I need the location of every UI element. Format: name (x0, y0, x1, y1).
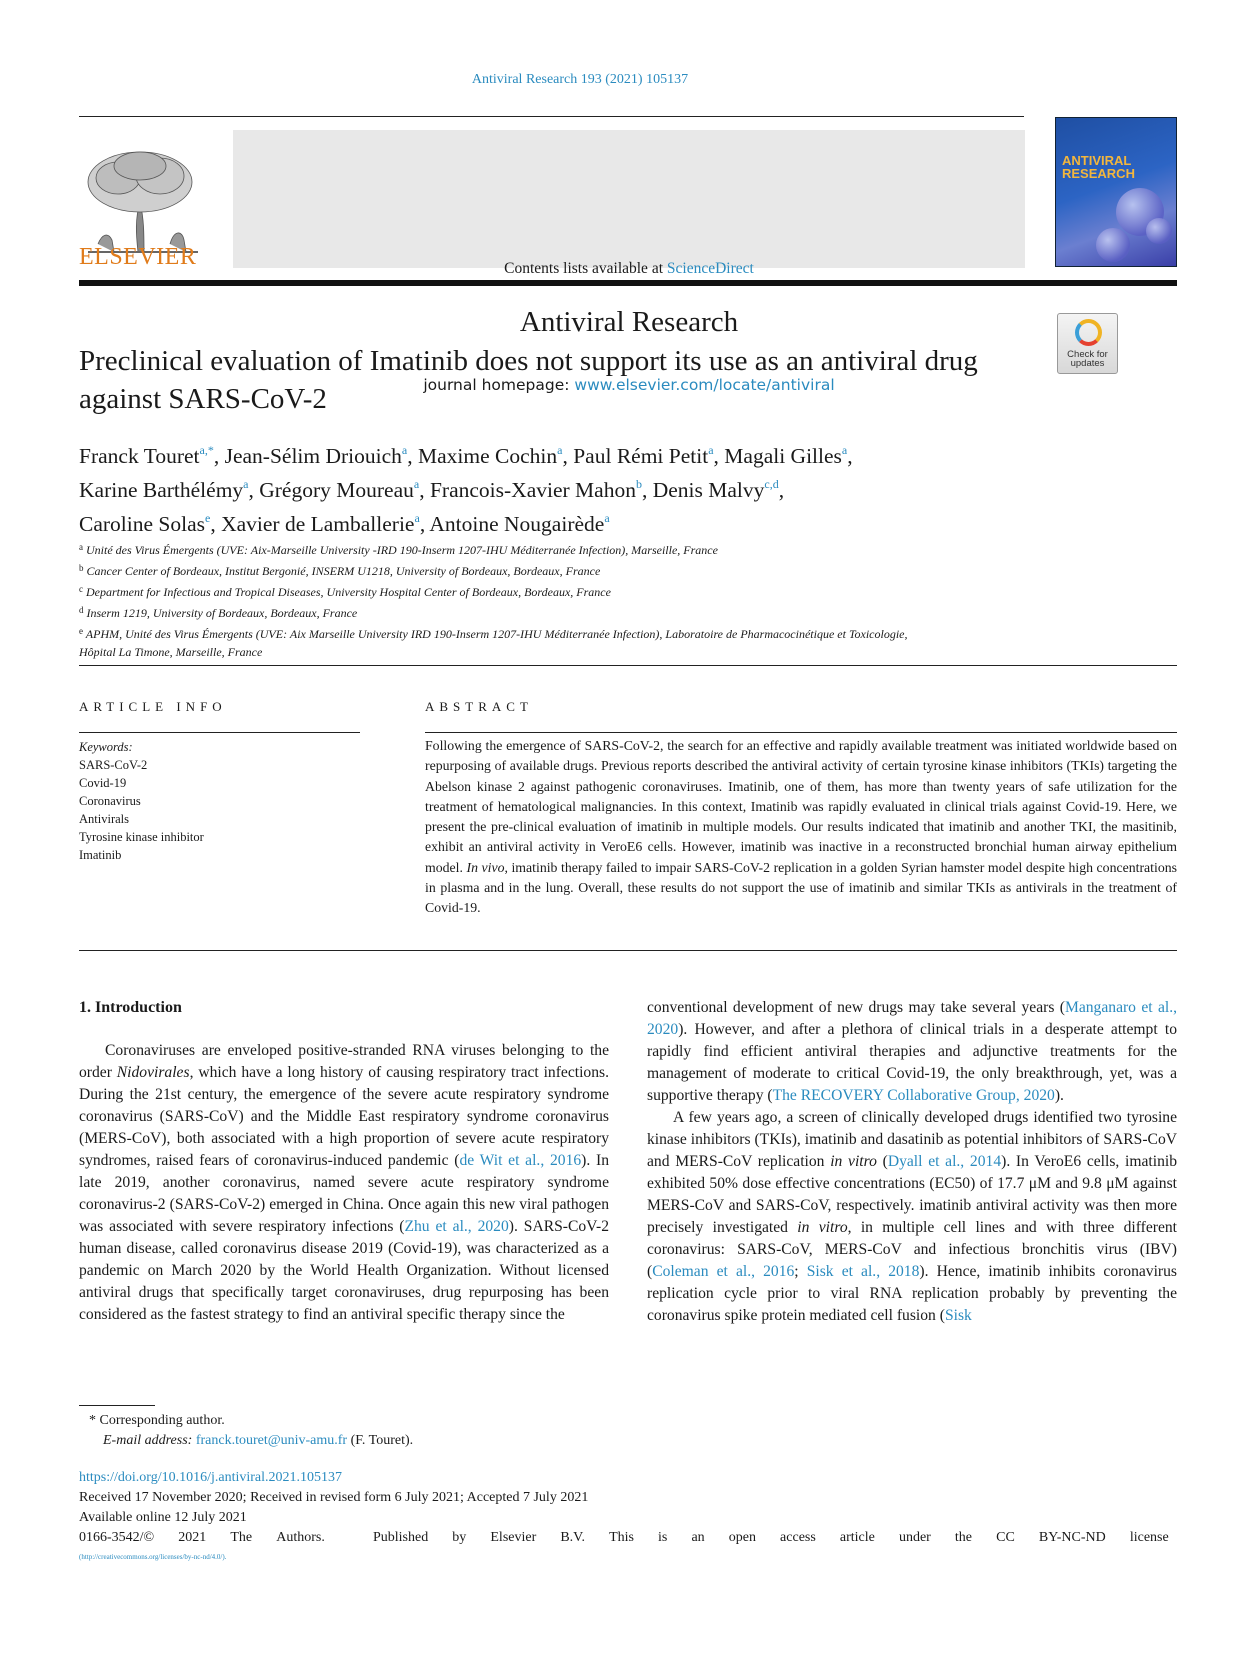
affiliation: $^e$ APHM, Unité des Virus Émergents (UVE: Aix Marseille University IRD 190-Inserm 1207-IHU Méditerranée Infection), Laboratoire de Pharmacocinétique et Toxicologie, (79, 626, 908, 641)
header-rule (79, 116, 1024, 117)
author-name[interactable]: Antoine Nougairède (429, 512, 605, 536)
email-link[interactable]: franck.touret@univ-amu.fr (195, 1433, 348, 1448)
received-dates: Received 17 November 2020; Received in revised form 6 July 2021; Accepted 7 July 2021 (79, 1490, 589, 1505)
available-online: Available online 12 July 2021 (79, 1510, 247, 1525)
author-name[interactable]: Jean-Sélim Driouich (224, 444, 402, 468)
body-paragraph: A few years ago, a screen of clinically developed drugs identified two tyrosine kinase inhibitors (TKIs), imatinib and dasatinib as potential inhibitors of SARS-CoV and MERS-CoV replication in vitro (Dyall et al., 2014). In VeroE6 cells, imatinib exhibited 50% dose effective concentrations (EC50) of 17.7 μM and 9.8 μM against MERS-CoV and SARS-CoV, respectively. imatinib antiviral activity was then more precisely investigated in vitro, in multiple cell lines and with three different coronavirus: SARS-CoV, MERS-CoV and infectious bronchitis virus (IBV) (Coleman et al., 2016; Sisk et al., 2018). Hence, imatinib inhibits coronavirus replication cycle prior to viral RNA replication probably by preventing the coronavirus spike protein mediated cell fusion (Sisk (647, 1109, 1178, 1324)
affiliation-continued: Hôpital La Timone, Marseille, France (79, 645, 263, 659)
author-name[interactable]: Maxime Cochin (418, 444, 558, 468)
section-title: 1. Introduction (79, 999, 182, 1016)
author-name[interactable]: Grégory Moureau (259, 478, 414, 502)
keyword: Antivirals (79, 812, 129, 826)
body-column-left (79, 997, 609, 1326)
contents-prefix: Contents lists available at (504, 260, 667, 277)
crossmark-icon (1075, 319, 1102, 346)
abstract-heading: ABSTRACT (425, 699, 533, 714)
keyword: Tyrosine kinase inhibitor (79, 830, 204, 844)
citation-link[interactable]: Zhu et al., 2020 (404, 1218, 509, 1235)
author-name[interactable]: Francois-Xavier Mahon (429, 478, 636, 502)
keywords-list (79, 738, 204, 864)
keyword: Coronavirus (79, 794, 141, 808)
citation-link[interactable]: Sisk (944, 1307, 972, 1324)
check-updates-label: Check for updates (1067, 349, 1108, 369)
affiliation: $^c$ Department for Infectious and Tropical Diseases, University Hospital Center of Bordeaux, Bordeaux, France (79, 584, 611, 599)
citation-link[interactable]: The RECOVERY Collaborative Group, 2020 (772, 1087, 1055, 1104)
citation-link[interactable]: Coleman et al., 2016 (652, 1263, 795, 1280)
abstract-text: Following the emergence of SARS-CoV-2, the search for an effective and rapidly available treatment was initiated worldwide based on repurposing of available drugs. Previous reports described the antiviral activity of certain tyrosine kinase inhibitors (TKIs) targeting the Abelson kinase 2 against pathogenic coronaviruses. Imatinib, one of them, has more than twenty years of safe utilization for the treatment of hematological malignancies. In this context, Imatinib was rapidly evaluated in clinical trials against Covid-19. Here, we present the pre-clinical evaluation of imatinib in multiple models. Our results indicated that imatinib and another TKI, the masitinib, exhibit an antiviral activity in VeroE6 cells. However, imatinib was inactive in a reconstructed bronchial human airway epithelium model. In vivo, imatinib therapy failed to impair SARS-CoV-2 replication in a golden Syrian hamster model despite high concentrations in plasma and in the lung. Overall, these results do not support the use of imatinib and similar TKIs as antivirals in the treatment of Covid-19. (425, 738, 1178, 916)
keyword: Covid-19 (79, 776, 127, 790)
citation-link[interactable]: Sisk et al., 2018 (806, 1263, 920, 1280)
keyword: Imatinib (79, 848, 122, 862)
article-info-rule (79, 732, 360, 733)
affiliation: $^b$ Cancer Center of Bordeaux, Institut Bergonié, INSERM U1218, University of Bordeaux, Bordeaux, France (79, 563, 601, 578)
footnote-rule (79, 1405, 155, 1406)
citation-link[interactable]: de Wit et al., 2016 (459, 1152, 582, 1169)
author-name[interactable]: Xavier de Lamballerie (221, 512, 415, 536)
author-name[interactable]: Magali Gilles (724, 444, 842, 468)
journal-cover-image (1055, 117, 1177, 267)
affiliation: $^d$ Inserm 1219, University of Bordeaux, Bordeaux, France (79, 605, 358, 620)
body-paragraph: Coronaviruses are enveloped positive-stranded RNA viruses belonging to the order Nidovirales, which have a long history of causing respiratory tract infections. During the 21st century, the emergence of the severe acute respiratory syndrome coronavirus (SARS-CoV) and the Middle East respiratory syndrome coronavirus (MERS-CoV), both associated with a high proportion of severe acute respiratory syndromes, raised fears of coronavirus-induced pandemic (de Wit et al., 2016). In late 2019, another coronavirus, named severe acute respiratory syndrome coronavirus-2 (SARS-CoV-2) emerged in China. Once again this new viral pathogen was associated with severe respiratory infections (Zhu et al., 2020). SARS-CoV-2 human disease, called coronavirus disease 2019 (Covid-19), was characterized as a pandemic on March 2020 by the World Health Organization. Without licensed antiviral drugs that specifically target coronaviruses, drug repurposing has been considered as the fastest strategy to find an antiviral specific therapy since the (79, 1042, 610, 1323)
author-name[interactable]: Franck Touret (79, 444, 200, 468)
affiliation-rule (79, 665, 1177, 666)
keywords-label: Keywords: (79, 740, 133, 754)
cover-title: ANTIVIRAL RESEARCH (1062, 153, 1135, 181)
sciencedirect-link[interactable]: ScienceDirect (666, 260, 754, 277)
corresponding-author-note (79, 1411, 413, 1451)
abstract-end-rule (79, 950, 1177, 951)
journal-reference[interactable]: Antiviral Research 193 (2021) 105137 (471, 72, 689, 87)
check-for-updates-button[interactable] (1057, 313, 1118, 374)
license-url-link[interactable]: (http://creativecommons.org/licenses/by-nc-nd/4.0/). (79, 1553, 227, 1561)
citation-link[interactable]: Manganaro et al., 2020 (647, 999, 1177, 1038)
author-name[interactable]: Denis Malvy (652, 478, 765, 502)
citation-link[interactable]: Dyall et al., 2014 (887, 1153, 1002, 1170)
affiliations (79, 538, 1099, 661)
author-name[interactable]: Paul Rémi Petit (573, 444, 709, 468)
article-metadata (79, 1468, 1177, 1564)
body-paragraph: conventional development of new drugs may take several years (Manganaro et al., 2020). However, and after a plethora of clinical trials in a desperate attempt to rapidly find efficient antiviral therapies and adjunctive treatments for the management of moderate to critical Covid-19, the only breakthrough, yet, was a supportive therapy (The RECOVERY Collaborative Group, 2020). (647, 999, 1177, 1104)
license-statement: 0166-3542/© 2021 The Authors. Published by Elsevier B.V. This is an open access article under the CC BY-NC-ND license (79, 1530, 1169, 1545)
abstract-rule (425, 732, 1177, 733)
body-column-right (647, 997, 1177, 1327)
author-name[interactable]: Karine Barthélémy (79, 478, 244, 502)
keyword: SARS-CoV-2 (79, 758, 148, 772)
corresponding-label: * Corresponding author. (89, 1413, 225, 1428)
article-info-heading: ARTICLE INFO (79, 699, 227, 714)
homepage-prefix: journal homepage: (423, 376, 575, 394)
contents-line (233, 260, 1025, 278)
author-list: Franck Touret$^{a,*}$, Jean-Sélim Driouich$^a$, Maxime Cochin$^a$, Paul Rémi Petit$^a$, Magali Gilles$^a$, Karine Barthélémy$^a$, Grégory Moureau$^a$, Francois-Xavier Mahon$^b$, Denis Malvy$^{c,d}$, Caroline Solas$^e$, Xavier de Lamballerie$^a$, Antoine Nougairède$^a$ (79, 443, 853, 536)
journal-name: Antiviral Research (519, 306, 739, 338)
article-title: Preclinical evaluation of Imatinib does not support its use as an antiviral drug against SARS-CoV-2 (79, 345, 978, 415)
email-line: E-mail address: franck.touret@univ-amu.fr (F. Touret). (103, 1433, 414, 1448)
author-name[interactable]: Caroline Solas (79, 512, 205, 536)
homepage-link[interactable]: www.elsevier.com/locate/antiviral (574, 376, 835, 394)
header-thick-rule (79, 280, 1177, 286)
affiliation: $^a$ Unité des Virus Émergents (UVE: Aix-Marseille University -IRD 190-Inserm 1207-IHU Méditerranée Infection), Marseille, France (79, 542, 718, 557)
doi-link[interactable]: https://doi.org/10.1016/j.antiviral.2021.105137 (79, 1470, 343, 1485)
publisher-logo-text: ELSEVIER (79, 244, 197, 270)
